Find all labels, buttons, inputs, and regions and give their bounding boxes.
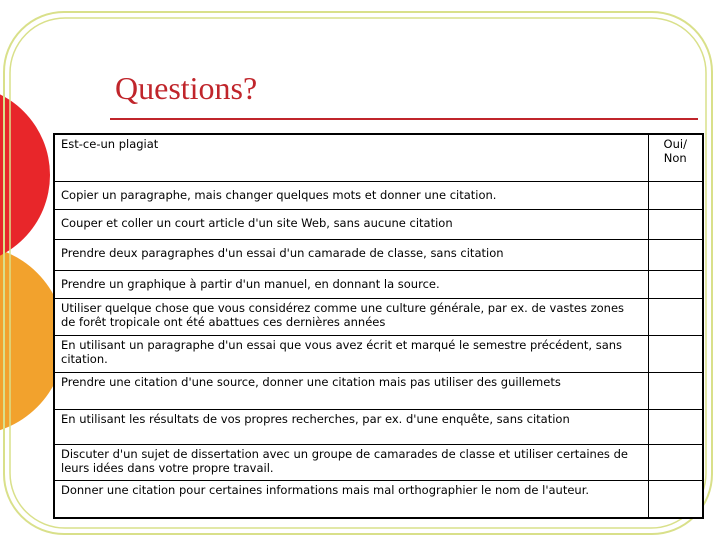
answer-cell[interactable] [648, 210, 703, 240]
question-cell: En utilisant les résultats de vos propres recherches, par ex. d'une enquête, sans citation [54, 410, 648, 445]
table-row [54, 410, 703, 445]
answer-cell[interactable] [648, 271, 703, 299]
table-row [54, 182, 703, 210]
question-cell: Couper et coller un court article d'un site Web, sans aucune citation [54, 210, 648, 240]
header-question: Est-ce-un plagiat [54, 134, 648, 182]
table-header-row [54, 134, 703, 182]
answer-cell[interactable] [648, 182, 703, 210]
table-row [54, 445, 703, 481]
table-row [54, 240, 703, 271]
question-cell: Prendre une citation d'une source, donner une citation mais pas utiliser des guillemets [54, 373, 648, 410]
question-cell: Utiliser quelque chose que vous considérez comme une culture générale, par ex. de vastes zones de forêt tropicale ont été abattues ces dernières années [54, 299, 648, 336]
table-row [54, 481, 703, 518]
page-title: Questions? [115, 70, 258, 106]
answer-cell[interactable] [648, 373, 703, 410]
question-cell: En utilisant un paragraphe d'un essai que vous avez écrit et marqué le semestre précédent, sans citation. [54, 336, 648, 373]
answer-cell[interactable] [648, 240, 703, 271]
answer-cell[interactable] [648, 410, 703, 445]
table-row [54, 299, 703, 336]
table-row [54, 373, 703, 410]
plagiarism-table [53, 133, 704, 519]
title-underline [110, 118, 698, 120]
answer-cell[interactable] [648, 481, 703, 518]
answer-cell[interactable] [648, 299, 703, 336]
answer-cell[interactable] [648, 336, 703, 373]
answer-cell[interactable] [648, 445, 703, 481]
question-cell: Donner une citation pour certaines informations mais mal orthographier le nom de l'auteur. [54, 481, 648, 518]
table-row [54, 210, 703, 240]
table-row [54, 336, 703, 373]
question-cell: Discuter d'un sujet de dissertation avec un groupe de camarades de classe et utiliser certaines de leurs idées dans votre propre travail. [54, 445, 648, 481]
question-cell: Prendre un graphique à partir d'un manuel, en donnant la source. [54, 271, 648, 299]
red-circle [0, 85, 50, 265]
header-answer: Oui/ Non [648, 134, 703, 182]
question-cell: Prendre deux paragraphes d'un essai d'un camarade de classe, sans citation [54, 240, 648, 271]
table-row [54, 271, 703, 299]
question-cell: Copier un paragraphe, mais changer quelques mots et donner une citation. [54, 182, 648, 210]
